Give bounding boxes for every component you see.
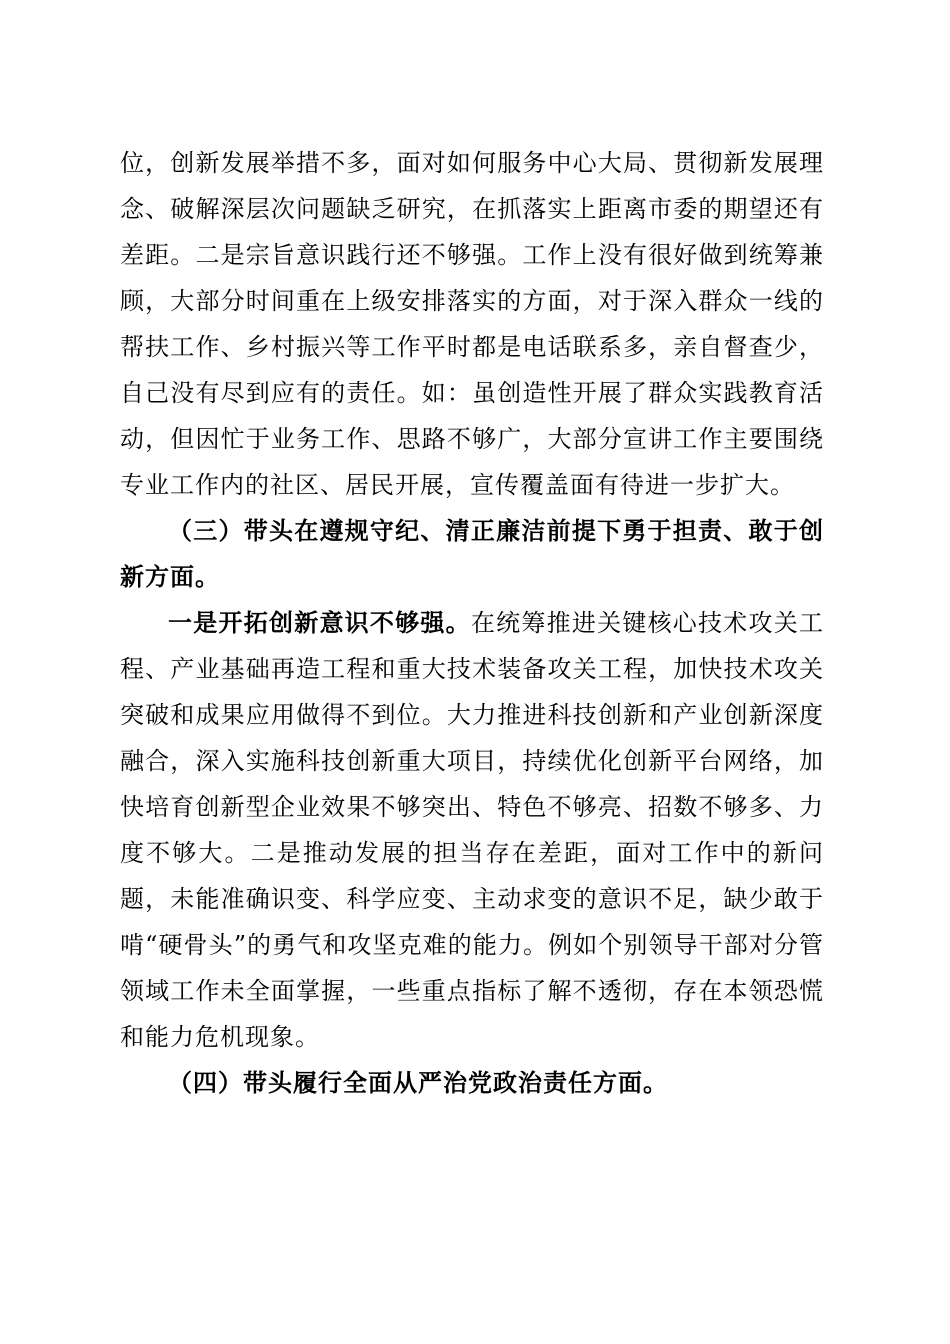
paragraph-continued: 位，创新发展举措不多，面对如何服务中心大局、贯彻新发展理念、破解深层次问题缺乏研究，在抓落实上距离市委的期望还有差距。二是宗旨意识践行还不够强。工作上没有很好做到统筹兼顾，大部分时间重在上级安排落实的方面，对于深入群众一线的帮扶工作、乡村振兴等工作平时都是电话联系多，亲自督查少，自己没有尽到应有的责任。如：虽创造性开展了群众实践教育活动，但因忙于业务工作、思路不够广，大部分宣讲工作主要围绕专业工作内的社区、居民开展，宣传覆盖面有待进一步扩大。 [120,149,824,499]
section-heading-4: （四）带头履行全面从严治党政治责任方面。 [168,1068,668,1097]
paragraph-lead-phrase: 一是开拓创新意识不够强。 [168,608,471,637]
document-body [120,140,824,1106]
section-heading-3: （三）带头在遵规守纪、清正廉洁前提下勇于担责、敢于创新方面。 [120,516,824,591]
paragraph-innovation [120,600,824,1060]
paragraph-body-text: 在统筹推进关键核心技术攻关工程、产业基础再造工程和重大技术装备攻关工程，加快技术攻关突破和成果应用做得不到位。大力推进科技创新和产业创新深度融合，深入实施科技创新重大项目，持续优化创新平台网络，加快培育创新型企业效果不够突出、特色不够亮、招数不够多、力度不够大。二是推动发展的担当存在差距，面对工作中的新问题，未能准确识变、科学应变、主动求变的意识不足，缺少敢于啃“硬骨头”的勇气和攻坚克难的能力。例如个别领导干部对分管领域工作未全面掌握，一些重点指标了解不透彻，存在本领恐慌和能力危机现象。 [120,609,825,1051]
